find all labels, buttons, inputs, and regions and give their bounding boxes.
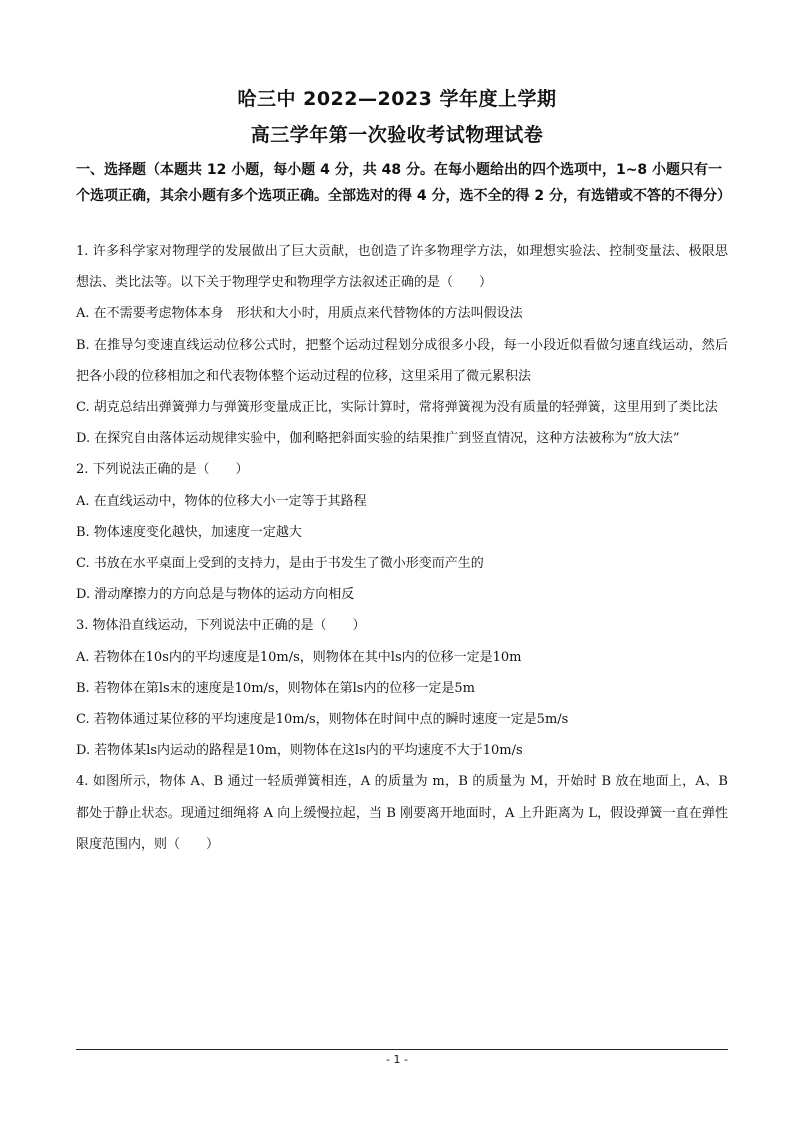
question-1-option-d: D. 在探究自由落体运动规律实验中，伽利略把斜面实验的结果推广到竖直情况，这种方法被称为“放大法” (76, 431, 680, 447)
question-3-option-a: A. 若物体在10s内的平均速度是10m/s，则物体在其中ls内的位移一定是10m (76, 649, 522, 665)
question-1-option-a: A. 在不需要考虑物体本身 形状和大小时，用质点来代替物体的方法叫假设法 (76, 306, 523, 322)
question-3-option-d: D. 若物体某ls内运动的路程是10m，则物体在这ls内的平均速度不大于10m/s (76, 743, 523, 759)
section-heading: 一、选择题（本题共 12 小题，每小题 4 分，共 48 分。在每小题给出的四个选项中，1~8 小题只有一个选项正确，其余小题有多个选项正确。全部选对的得 4 分，选不全的得 2 分，有选错或不答的不得分） (76, 162, 731, 204)
question-2-option-c: C. 书放在水平桌面上受到的支持力，是由于书发生了微小形变而产生的 (76, 556, 484, 572)
question-3-option-b: B. 若物体在第ls末的速度是10m/s，则物体在第ls内的位移一定是5m (76, 680, 475, 696)
footer-divider (76, 1049, 728, 1050)
question-2-option-d: D. 滑动摩擦力的方向总是与物体的运动方向相反 (76, 587, 355, 603)
question-3-option-c: C. 若物体通过某位移的平均速度是10m/s，则物体在时间中点的瞬时速度一定是5m/s (76, 712, 569, 728)
question-3-stem: 3. 物体沿直线运动，下列说法中正确的是（ ） (76, 618, 366, 634)
exam-title: 哈三中 2022—2023 学年度上学期 (237, 88, 557, 110)
question-1-stem: 1. 许多科学家对物理学的发展做出了巨大贡献，也创造了许多物理学方法，如理想实验法、控制变量法、极限思想法、类比法等。以下关于物理学史和物理学方法叙述正确的是（ ） (76, 244, 728, 291)
question-2-option-a: A. 在直线运动中，物体的位移大小一定等于其路程 (76, 493, 367, 509)
question-2-option-b: B. 物体速度变化越快，加速度一定越大 (76, 524, 302, 540)
page-number: - 1 - (386, 1053, 408, 1066)
question-2-stem: 2. 下列说法正确的是（ ） (76, 462, 249, 478)
question-4-stem: 4. 如图所示，物体 A、B 通过一轻质弹簧相连，A 的质量为 m，B 的质量为 M，开始时 B 放在地面上，A、B 都处于静止状态。现通过细绳将 A 向上缓慢拉起，当 B 刚要离开地面时，A 上升距离为 L，假设弹簧一直在弹性限度范围内，则（ ） (76, 774, 728, 852)
question-1-option-c: C. 胡克总结出弹簧弹力与弹簧形变量成正比，实际计算时，常将弹簧视为没有质量的轻弹簧，这里用到了类比法 (76, 400, 718, 416)
exam-subtitle: 高三学年第一次验收考试物理试卷 (250, 124, 544, 146)
question-1-option-b: B. 在推导匀变速直线运动位移公式时，把整个运动过程划分成很多小段，每一小段近似看做匀速直线运动，然后把各小段的位移相加之和代表物体整个运动过程的位移，这里采用了微元累积法 (76, 337, 728, 384)
question-list (76, 236, 728, 860)
